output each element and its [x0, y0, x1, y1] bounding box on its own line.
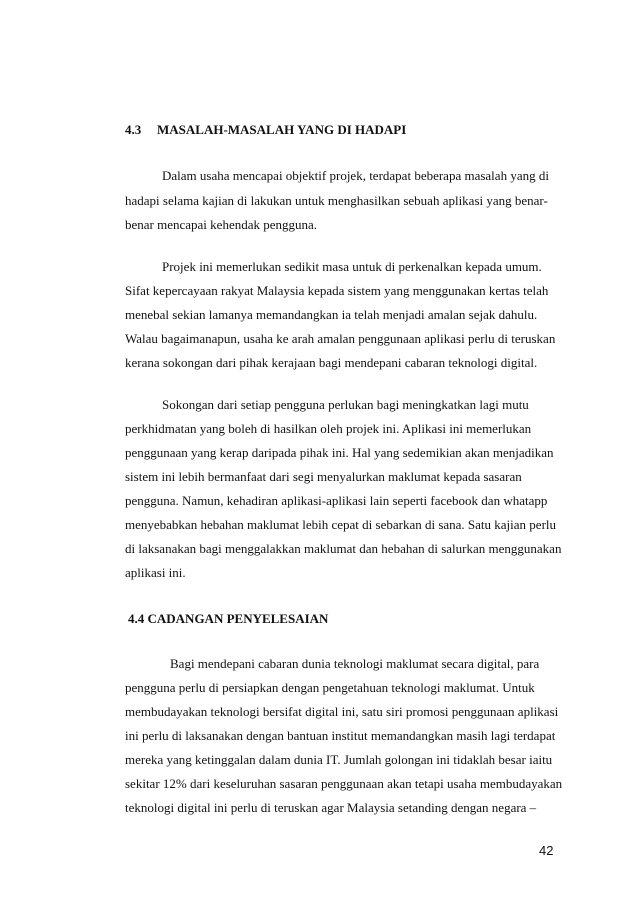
- paragraph-line: di laksanakan bagi menggalakkan maklumat dan hebahan di salurkan menggunakan: [125, 541, 562, 556]
- paragraph-line: penggunaan yang kerap daripada pihak ini. Hal yang sedemikian akan menjadikan: [125, 445, 554, 460]
- paragraph-line: ini perlu di laksanakan dengan bantuan institut memandangkan masih lagi terdapat: [125, 728, 556, 743]
- paragraph-line: mereka yang ketinggalan dalam dunia IT. Jumlah golongan ini tidaklah besar iaitu: [125, 752, 553, 767]
- paragraph-line: aplikasi ini.: [125, 565, 186, 580]
- paragraph-line: menebal sekian lamanya memandangkan ia telah menjadi amalan sejak dahulu.: [125, 307, 538, 322]
- paragraph-line: sistem ini lebih bermanfaat dari segi menyalurkan maklumat kepada sasaran: [125, 469, 522, 484]
- section-heading-4-4: [128, 611, 328, 627]
- page-number: 42: [539, 843, 554, 858]
- paragraph-line: Bagi mendepani cabaran dunia teknologi maklumat secara digital, para: [170, 656, 540, 671]
- paragraph-line: Dalam usaha mencapai objektif projek, terdapat beberapa masalah yang di: [162, 168, 549, 183]
- paragraph-line: sekitar 12% dari keseluruhan sasaran penggunaan akan tetapi usaha membudayakan: [125, 776, 563, 791]
- paragraph-line: Projek ini memerlukan sedikit masa untuk di perkenalkan kepada umum.: [162, 259, 542, 274]
- paragraph-line: Sifat kepercayaan rakyat Malaysia kepada sistem yang menggunakan kertas telah: [125, 283, 549, 298]
- paragraph-line: perkhidmatan yang boleh di hasilkan oleh projek ini. Aplikasi ini memerlukan: [125, 421, 532, 436]
- paragraph-line: menyebabkan hebahan maklumat lebih cepat di sebarkan di sana. Satu kajian perlu: [125, 517, 557, 532]
- section-number: 4.3: [125, 122, 142, 137]
- section-heading-4-3: [125, 122, 406, 138]
- paragraph-line: Walau bagaimanapun, usaha ke arah amalan penggunaan aplikasi perlu di teruskan: [125, 331, 556, 346]
- section-title: MASALAH-MASALAH YANG DI HADAPI: [157, 122, 407, 137]
- section-title: 4.4 CADANGAN PENYELESAIAN: [128, 611, 329, 626]
- paragraph-line: Sokongan dari setiap pengguna perlukan bagi meningkatkan lagi mutu: [162, 397, 529, 412]
- paragraph-line: hadapi selama kajian di lakukan untuk menghasilkan sebuah aplikasi yang benar-: [125, 193, 548, 208]
- paragraph-line: pengguna perlu di persiapkan dengan pengetahuan teknologi maklumat. Untuk: [125, 680, 535, 695]
- paragraph-line: membudayakan teknologi bersifat digital ini, satu siri promosi penggunaan aplikasi: [125, 704, 559, 719]
- paragraph-line: teknologi digital ini perlu di teruskan agar Malaysia setanding dengan negara –: [125, 800, 537, 815]
- paragraph-line: pengguna. Namun, kehadiran aplikasi-aplikasi lain seperti facebook dan whatapp: [125, 493, 548, 508]
- paragraph-line: benar mencapai kehendak pengguna.: [125, 217, 318, 232]
- paragraph-line: kerana sokongan dari pihak kerajaan bagi mendepani cabaran teknologi digital.: [125, 355, 538, 370]
